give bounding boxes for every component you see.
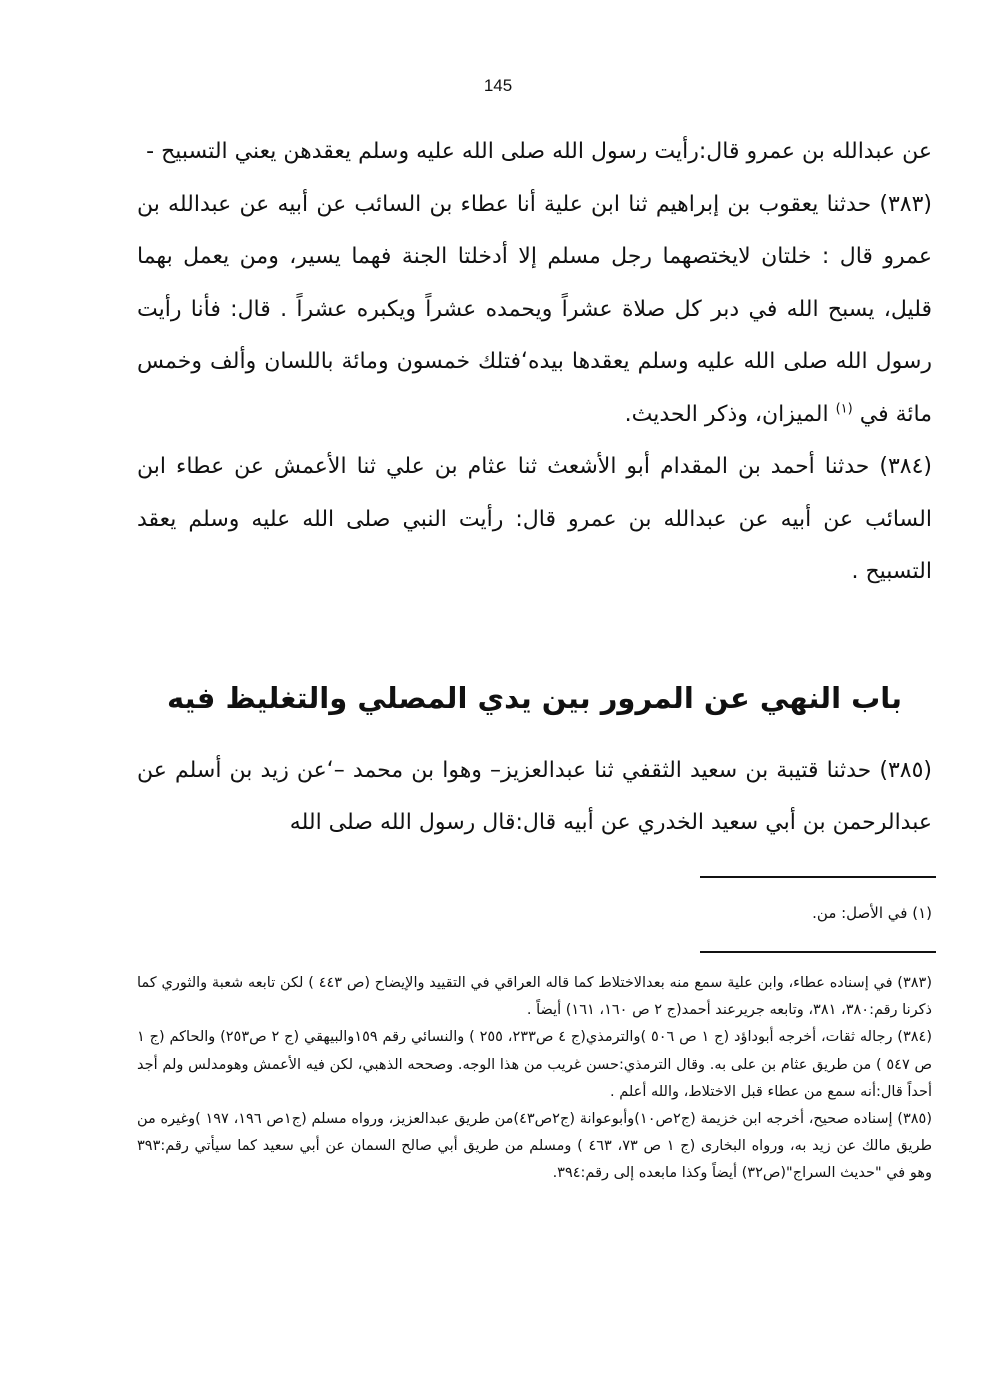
note-384: (٣٨٤) رجاله ثقات، أخرجه أبوداؤد (ج ١ ص ٥٠٦ )والترمذي(ج ٤ ص٢٣٣، ٢٥٥ ) والنسائي رقم ١٥٩والبيهقي (ج ٢ ص٢٥٣) والحاكم (ج ١ ص ٥٤٧ ) من طريق عثام بن على به. وقال الترمذي:حسن غريب من هذا الوجه. وصححه الذهبي، لكن فيه الأعمش وهومدلس ولم أجد أحداً قال:أنه سمع من عطاء قبل الاختلاط، والله أعلم . bbox=[137, 1029, 933, 1100]
paragraph-383 bbox=[137, 179, 932, 442]
note-385: (٣٨٥) إسناده صحيح، أخرجه ابن خزيمة (ج٢ص١٠)وأبوعوانة (ج٢ص٤٣)من طريق عبدالعزيز، ورواه مسلم (ج١ص ١٩٦، ١٩٧ )وغيره من طريق مالك عن زيد به، ورواه البخارى (ج ١ ص ٧٣، ٤٦٣ ) ومسلم من طريق أبي صالح السمان عن أبي سعيد كما سيأتي رقم:٣٩٣ وهو في "حديث السراج"(ص٣٢) أيضاً وكذا مابعده إلى رقم:٣٩٤. bbox=[137, 1111, 933, 1182]
main-text-continued bbox=[137, 745, 932, 849]
footnote: (١) في الأصل: من. bbox=[812, 904, 932, 922]
note-383: (٣٨٣) في إسناده عطاء، وابن علية سمع منه بعدالاختلاط كما قاله العراقي في التقييد والإيضاح (ص ٤٤٣ ) لكن تابعه شعبة والثوري كما ذكرنا رقم:٣٨٠، ٣٨١، وتابعه جريرعند أحمد(ج ٢ ص ١٦٠، ١٦١) أيضاً . bbox=[137, 975, 932, 1019]
page-number: 145 bbox=[483, 76, 513, 95]
notes-divider bbox=[700, 951, 936, 953]
chapter-heading: باب النهي عن المرور بين يدي المصلي والتغليظ فيه bbox=[166, 681, 903, 715]
paragraph-1: عن عبدالله بن عمرو قال:رأيت رسول الله صلى الله عليه وسلم يعقدهن يعني التسبيح - bbox=[146, 139, 932, 164]
footnote-reference: (١) bbox=[835, 401, 853, 417]
paragraph-384: (٣٨٤) حدثنا أحمد بن المقدام أبو الأشعث ثنا عثام بن علي ثنا الأعمش عن عطاء ابن السائب عن أبيه عن عبدالله بن عمرو قال: رأيت النبي صلى الله عليه وسلم يعقد التسبيح . bbox=[137, 454, 932, 584]
paragraph-383-tail: الميزان، وذكر الحديث. bbox=[624, 401, 829, 427]
paragraph-383-text: (٣٨٣) حدثنا يعقوب بن إبراهيم ثنا ابن علية أنا عطاء بن السائب عن أبيه عن عبدالله بن عمرو قال : خلتان لايختصهما رجل مسلم إلا أدخلتا الجنة فهما يسير، ومن يعمل بهما قليل، يسبح الله في دبر كل صلاة عشراً ويحمده عشراً ويكبره عشراً . قال: فأنا رأيت رسول الله صلى الله عليه وسلم يعقدها بيده‘فتلك خمسون ومائة باللسان وألف وخمس مائة في bbox=[137, 191, 932, 427]
footnote-divider bbox=[700, 876, 936, 878]
commentary-notes bbox=[137, 970, 932, 1188]
paragraph-385: (٣٨٥) حدثنا قتيبة بن سعيد الثقفي ثنا عبدالعزيز– وهوا بن محمد –‘عن زيد بن أسلم عن عبدالرحمن بن أبي سعيد الخدري عن أبيه قال:قال رسول الله صلى الله bbox=[137, 758, 932, 835]
main-text bbox=[137, 126, 932, 599]
